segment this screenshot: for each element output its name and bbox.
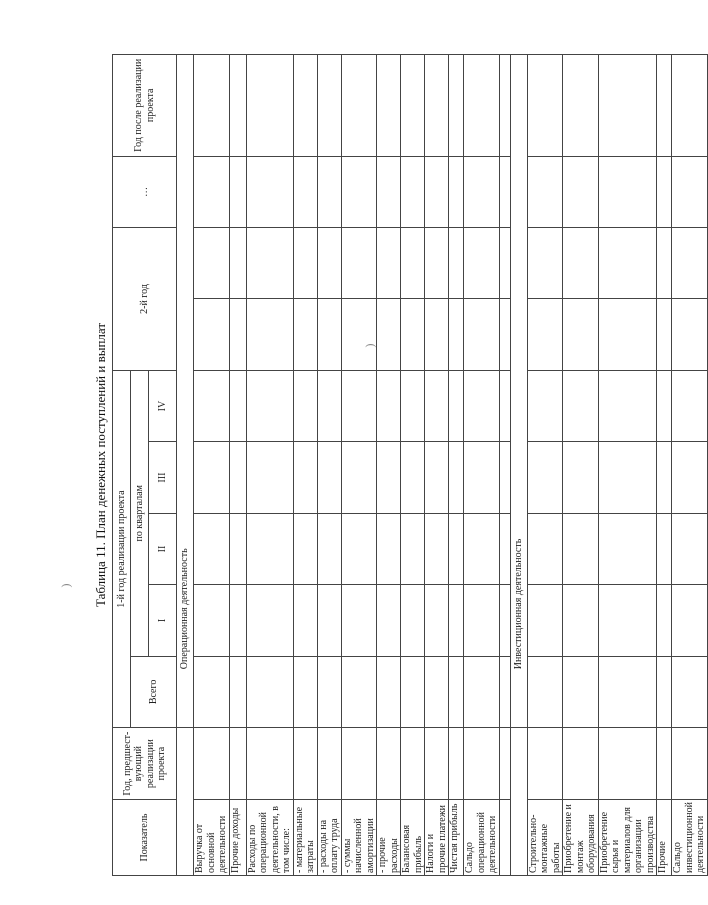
table-row (449, 55, 464, 876)
table-cell (341, 442, 377, 513)
table-cell (449, 442, 464, 513)
spacer-row (499, 55, 510, 876)
table-cell (657, 370, 672, 441)
table-cell (598, 156, 657, 227)
table-cell (377, 228, 401, 299)
section-row-investment (510, 55, 527, 876)
table-cell (377, 156, 401, 227)
table-cell (341, 228, 377, 299)
table-cell (598, 370, 657, 441)
table-cell (464, 299, 500, 370)
table-cell (598, 513, 657, 584)
header-after-year: Год после реализации проекта (113, 55, 177, 157)
table-cell (229, 299, 246, 370)
table-body (177, 55, 708, 876)
table-cell (464, 228, 500, 299)
table-cell (401, 55, 425, 157)
table-cell (672, 228, 708, 299)
table-cell (194, 585, 230, 656)
table-cell (449, 728, 464, 800)
table-cell (401, 299, 425, 370)
table-cell (293, 370, 317, 441)
table-cell (317, 55, 341, 157)
table-cell (449, 656, 464, 728)
table-cell (425, 656, 449, 728)
header-first-year: 1-й год реализации проекта (113, 370, 131, 727)
table-cell (449, 513, 464, 584)
table-cell (598, 656, 657, 728)
table-cell (672, 728, 708, 800)
table-cell (246, 585, 293, 656)
table-cell (657, 728, 672, 800)
table-cell (425, 513, 449, 584)
table-cell (341, 728, 377, 800)
table-cell (464, 656, 500, 728)
table-cell (672, 55, 708, 157)
table-cell (377, 370, 401, 441)
table-cell (229, 156, 246, 227)
table-cell (317, 299, 341, 370)
rotated-page (90, 54, 706, 876)
table-cell (293, 513, 317, 584)
section-operational: Операционная деятельность (179, 548, 191, 670)
table-cell (341, 585, 377, 656)
table-cell (598, 728, 657, 800)
table-cell (425, 442, 449, 513)
table-cell (657, 299, 672, 370)
table-row (425, 55, 449, 876)
table-cell (377, 656, 401, 728)
table-cell (293, 656, 317, 728)
table-cell (449, 299, 464, 370)
row-label: - суммы начисленной амортизации (341, 800, 377, 876)
header-prev-year: Год, предшест-вующий реализации проекта (113, 728, 177, 800)
table-cell (401, 156, 425, 227)
table-row (527, 55, 563, 876)
table-cell (563, 156, 599, 227)
row-label: Чистая прибыль (449, 800, 464, 876)
table-cell (194, 299, 230, 370)
table-cell (246, 299, 293, 370)
table-cell (194, 656, 230, 728)
table-cell (425, 585, 449, 656)
table-cell (293, 228, 317, 299)
row-label: Расходы по операционной деятельности, в том числе: (246, 800, 293, 876)
table-cell (449, 370, 464, 441)
table-cell (527, 442, 563, 513)
table-row (194, 55, 230, 876)
table-cell (464, 513, 500, 584)
table-row (293, 55, 317, 876)
table-cell (425, 228, 449, 299)
table-cell (317, 370, 341, 441)
table-cell (293, 55, 317, 157)
table-cell (229, 228, 246, 299)
table-cell (527, 513, 563, 584)
table-cell (194, 228, 230, 299)
table-cell (449, 228, 464, 299)
table-cell (672, 656, 708, 728)
table-cell (527, 585, 563, 656)
table-cell (246, 442, 293, 513)
table-cell (194, 513, 230, 584)
table-cell (563, 656, 599, 728)
table-cell (341, 299, 377, 370)
table-cell (293, 442, 317, 513)
table-cell (527, 656, 563, 728)
table-cell (317, 585, 341, 656)
table-cell (377, 442, 401, 513)
row-label: Выручка от основной деятельности (194, 800, 230, 876)
table-cell (229, 585, 246, 656)
row-label: Прочие (657, 800, 672, 876)
table-cell (425, 156, 449, 227)
table-cell (341, 513, 377, 584)
row-label: Строительно-монтажные работы (527, 800, 563, 876)
table-cell (657, 55, 672, 157)
header-q2: II (149, 513, 177, 584)
row-label: Приобретение сырья и материалов для организации производства (598, 800, 657, 876)
table-cell (317, 228, 341, 299)
table-cell (449, 585, 464, 656)
table-cell (563, 228, 599, 299)
table-cell (464, 156, 500, 227)
table-cell (246, 370, 293, 441)
table-cell (229, 442, 246, 513)
table-cell (401, 442, 425, 513)
row-label: - прочие расходы (377, 800, 401, 876)
table-row (464, 55, 500, 876)
table-cell (246, 156, 293, 227)
table-cell (246, 228, 293, 299)
table-cell (425, 728, 449, 800)
table-cell (563, 442, 599, 513)
table-cell (293, 585, 317, 656)
table-caption: Таблица 11. План денежных поступлений и выплат (93, 322, 108, 608)
table-cell (377, 299, 401, 370)
section-investment: Инвестиционная деятельность (512, 538, 524, 670)
row-label: Сальдо операционной деятельности (464, 800, 500, 876)
table-cell (229, 728, 246, 800)
table-cell (464, 585, 500, 656)
table-cell (317, 513, 341, 584)
table-cell (194, 728, 230, 800)
table-cell (293, 156, 317, 227)
table-row (377, 55, 401, 876)
table-row (317, 55, 341, 876)
header-ellipsis: … (113, 156, 177, 227)
table-cell (246, 513, 293, 584)
table-cell (598, 55, 657, 157)
table-cell (377, 585, 401, 656)
table-cell (317, 656, 341, 728)
table-cell (377, 728, 401, 800)
table-cell (317, 728, 341, 800)
header-row-1 (113, 55, 131, 876)
table-cell (598, 299, 657, 370)
table-cell (672, 442, 708, 513)
row-label: Налоги и прочие платежи (425, 800, 449, 876)
table-cell (672, 299, 708, 370)
header-indicator: Показатель (113, 800, 177, 876)
table-cell (672, 156, 708, 227)
header-q3: III (149, 442, 177, 513)
table-cell (246, 728, 293, 800)
table-cell (377, 513, 401, 584)
table-row (229, 55, 246, 876)
table-cell (293, 728, 317, 800)
table-cell (341, 55, 377, 157)
row-label: Прочие доходы (229, 800, 246, 876)
table-cell (563, 299, 599, 370)
table-cell (657, 442, 672, 513)
table-row (672, 55, 708, 876)
table-cell (527, 728, 563, 800)
table-cell (563, 513, 599, 584)
table-cell (341, 370, 377, 441)
table-cell (657, 656, 672, 728)
header-by-quarters: по кварталам (131, 370, 149, 656)
table-cell (377, 55, 401, 157)
header-second-year: 2-й год (113, 228, 177, 371)
table-cell (317, 156, 341, 227)
table-cell (598, 585, 657, 656)
table-row (341, 55, 377, 876)
table-cell (527, 299, 563, 370)
table-cell (657, 156, 672, 227)
table-cell (672, 370, 708, 441)
table-cell (401, 585, 425, 656)
table-cell (401, 228, 425, 299)
row-label: Сальдо инвестиционной деятельности (672, 800, 708, 876)
table-cell (598, 442, 657, 513)
table-cell (341, 156, 377, 227)
header-q4: IV (149, 370, 177, 441)
table-cell (563, 585, 599, 656)
table-cell (598, 228, 657, 299)
table-cell (527, 228, 563, 299)
table-cell (657, 585, 672, 656)
table-cell (246, 55, 293, 157)
table-cell (672, 513, 708, 584)
section-row-operational (177, 55, 194, 876)
table-cell (246, 656, 293, 728)
table-cell (401, 728, 425, 800)
table-cell (563, 728, 599, 800)
table-cell (449, 55, 464, 157)
table-cell (425, 55, 449, 157)
row-label: - расходы на оплату труда (317, 800, 341, 876)
table-cell (527, 156, 563, 227)
table-cell (194, 370, 230, 441)
row-label: Приобретение и монтаж оборудования (563, 800, 599, 876)
table-cell (401, 513, 425, 584)
table-cell (527, 55, 563, 157)
table-cell (672, 585, 708, 656)
table-cell (657, 513, 672, 584)
table-cell (563, 55, 599, 157)
table-row (657, 55, 672, 876)
cash-flow-table (112, 54, 708, 876)
table-cell (229, 513, 246, 584)
table-cell (293, 299, 317, 370)
table-cell (401, 370, 425, 441)
table-cell (229, 656, 246, 728)
table-cell (194, 156, 230, 227)
table-row (598, 55, 657, 876)
table-cell (401, 656, 425, 728)
table-cell (341, 656, 377, 728)
page-mark-left: ) (58, 583, 73, 588)
table-cell (464, 442, 500, 513)
table-row (563, 55, 599, 876)
table-cell (229, 55, 246, 157)
table-cell (194, 55, 230, 157)
table-cell (425, 370, 449, 441)
table-cell (425, 299, 449, 370)
table-row (246, 55, 293, 876)
table-cell (449, 156, 464, 227)
row-label: - материальные затраты (293, 800, 317, 876)
table-cell (194, 442, 230, 513)
table-cell (527, 370, 563, 441)
header-q1: I (149, 585, 177, 656)
table-cell (657, 228, 672, 299)
row-label: Балансовая прибыль (401, 800, 425, 876)
table-cell (563, 370, 599, 441)
table-cell (317, 442, 341, 513)
table-cell (464, 55, 500, 157)
page-mark-right: ) (362, 343, 377, 348)
table-row (401, 55, 425, 876)
header-total: Всего (131, 656, 177, 728)
table-cell (229, 370, 246, 441)
table-cell (464, 728, 500, 800)
table-cell (464, 370, 500, 441)
